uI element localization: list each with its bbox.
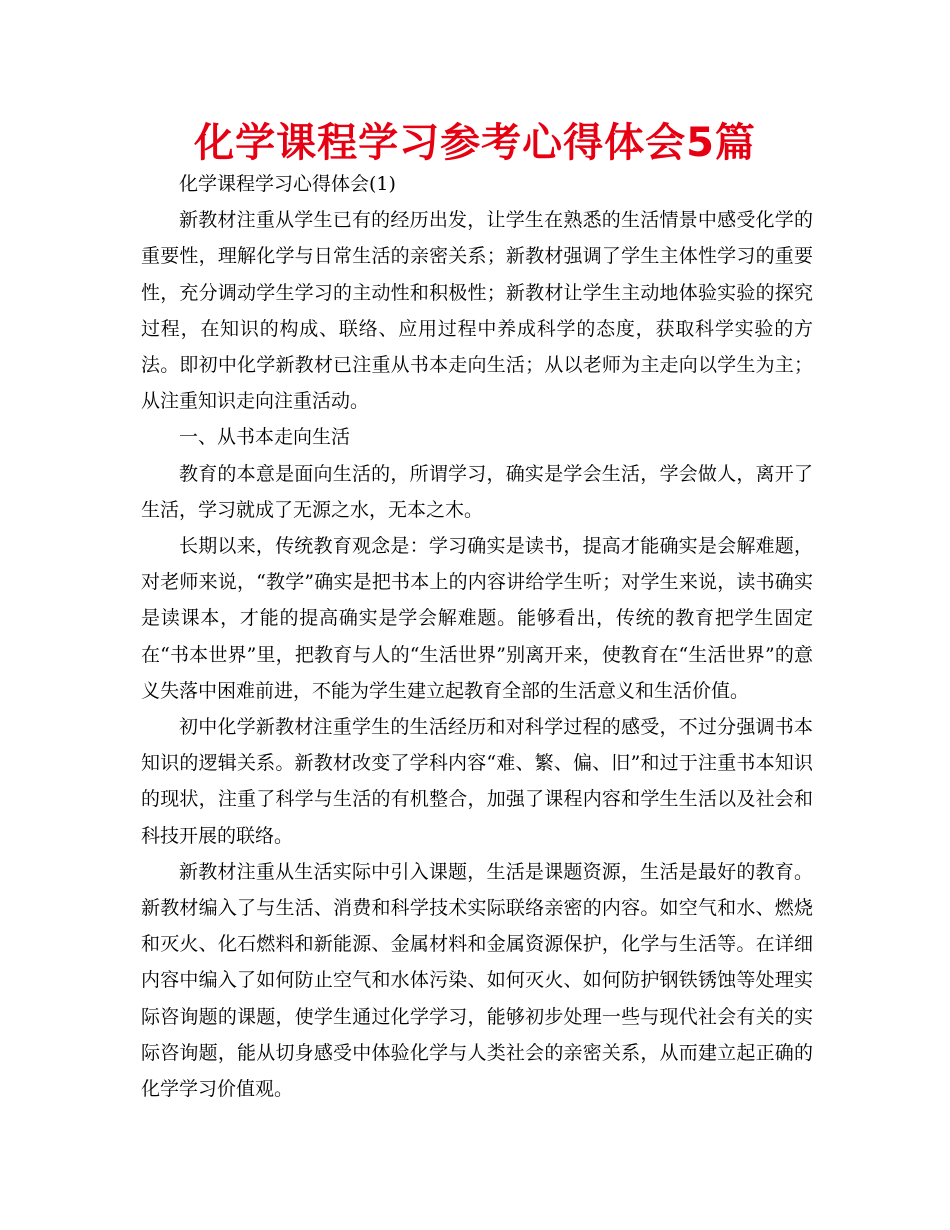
paragraph: 教育的本意是面向生活的，所谓学习，确实是学会生活，学会做人，离开了生活，学习就成了无源之水，无本之木。	[141, 462, 813, 521]
document-title: 化学课程学习参考心得体会5篇	[194, 120, 756, 166]
document-body	[141, 166, 813, 1107]
subsection-heading: 一、从书本走向生活	[179, 426, 351, 449]
paragraph-intro: 新教材注重从学生已有的经历出发，让学生在熟悉的生活情景中感受化学的重要性，理解化学与日常生活的亲密关系；新教材强调了学生主体性学习的重要性，充分调动学生学习的主动性和积极性；新教材让学生主动地体验实验的探究过程，在知识的构成、联络、应用过程中养成科学的态度，获取科学实验的方法。即初中化学新教材已注重从书本走向生活；从以老师为主走向以学生为主；从注重知识走向注重活动。	[141, 209, 813, 413]
paragraph: 新教材注重从生活实际中引入课题，生活是课题资源，生活是最好的教育。新教材编入了与生活、消费和科学技术实际联络亲密的内容。如空气和水、燃烧和灭火、化石燃料和新能源、金属材料和金属资源保护，化学与生活等。在详细内容中编入了如何防止空气和水体污染、如何灭火、如何防护钢铁锈蚀等处理实际咨询题的课题，使学生通过化学学习，能够初步处理一些与现代社会有关的实际咨询题，能从切身感受中体验化学与人类社会的亲密关系，从而建立起正确的化学学习价值观。	[141, 860, 813, 1101]
paragraph: 初中化学新教材注重学生的生活经历和对科学过程的感受，不过分强调书本知识的逻辑关系。新教材改变了学科内容“难、繁、偏、旧”和过于注重书本知识的现状，注重了科学与生活的有机整合，加强了课程内容和学生生活以及社会和科技开展的联络。	[141, 716, 813, 847]
section-heading-1: 化学课程学习心得体会(1)	[179, 173, 396, 195]
paragraph: 长期以来，传统教育观念是：学习确实是读书，提高才能确实是会解难题，对老师来说，“教学”确实是把书本上的内容讲给学生听；对学生来说，读书确实是读课本，才能的提高确实是学会解难题。能够看出，传统的教育把学生固定在“书本世界”里，把教育与人的“生活世界”别离开来，使教育在“生活世界”的意义失落中困难前进，不能为学生建立起教育全部的生活意义和生活价值。	[141, 535, 813, 702]
